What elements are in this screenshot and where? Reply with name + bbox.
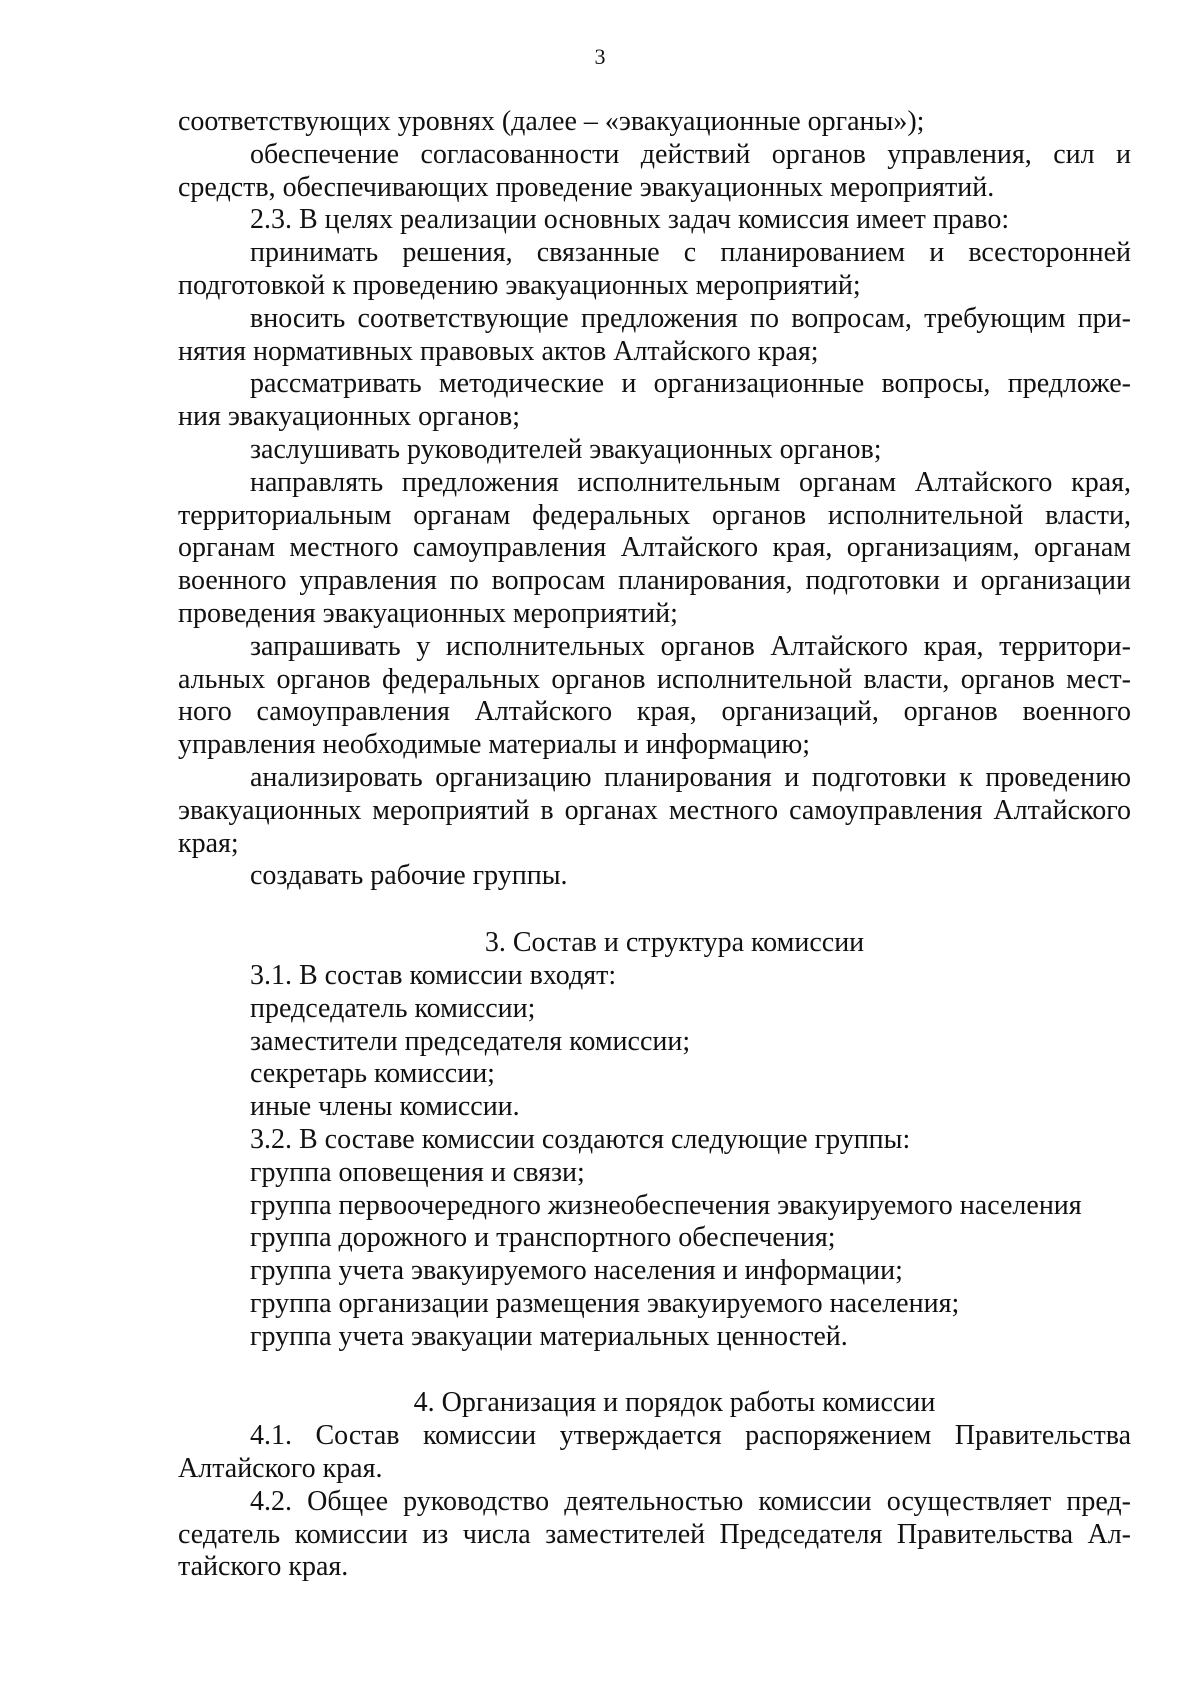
text-line: принимать решения, связанные с планированием и всесторонней — [250, 237, 1131, 269]
list-item: группа учета эвакуируемого населения и информации; — [250, 1255, 903, 1287]
text-line: заслушивать руководителей эвакуационных органов; — [250, 433, 882, 465]
text-line: вносить соответствующие предложения по вопросам, требующим при- — [250, 302, 1131, 334]
text-line: рассматривать методические и организационные вопросы, предложе- — [250, 368, 1131, 400]
page-number: 3 — [594, 44, 606, 69]
text-line: альных органов федеральных органов исполнительной власти, органов мест- — [178, 663, 1131, 695]
list-item: группа учета эвакуации материальных ценностей. — [250, 1320, 848, 1352]
text-line: анализировать организацию планирования и подготовки к проведению — [250, 761, 1131, 793]
text-line: 4.2. Общее руководство деятельностью комиссии осуществляет пред- — [250, 1485, 1131, 1517]
text-line: края; — [178, 827, 239, 859]
list-item: заместители председателя комиссии; — [250, 1025, 691, 1057]
text-line: военного управления по вопросам планирования, подготовки и организации — [178, 565, 1131, 597]
text-line: запрашивать у исполнительных органов Алтайского края, территори- — [250, 630, 1131, 662]
list-item: иные члены комиссии. — [250, 1091, 520, 1123]
text-line: ного самоуправления Алтайского края, организаций, органов военного — [178, 696, 1131, 728]
text-line: ния эвакуационных органов; — [178, 401, 521, 433]
text-line: органам местного самоуправления Алтайского края, организациям, органам — [178, 532, 1131, 564]
text-line: проведения эвакуационных мероприятий; — [178, 597, 678, 629]
text-line: направлять предложения исполнительным органам Алтайского края, — [250, 466, 1131, 498]
document-body — [178, 106, 1131, 1584]
text-line: Алтайского края. — [178, 1453, 383, 1485]
text-line: 3.1. В состав комиссии входят: — [250, 959, 617, 991]
list-item: секретарь комиссии; — [250, 1058, 495, 1090]
text-line: тайского края. — [178, 1551, 349, 1583]
text-line: создавать рабочие группы. — [250, 860, 568, 892]
text-line: седатель комиссии из числа заместителей Председателя Правительства Ал- — [178, 1518, 1131, 1550]
text-line: 4.1. Состав комиссии утверждается распоряжением Правительства — [250, 1420, 1131, 1452]
text-line: подготовкой к проведению эвакуационных мероприятий; — [178, 269, 861, 301]
text-line: 3.2. В составе комиссии создаются следующие группы: — [250, 1123, 911, 1155]
text-line: соответствующих уровнях (далее – «эвакуационные органы»); — [178, 106, 925, 137]
text-line: территориальным органам федеральных органов исполнительной власти, — [178, 499, 1131, 531]
text-line: средств, обеспечивающих проведение эвакуационных мероприятий. — [178, 171, 995, 203]
list-item: группа организации размещения эвакуируемого населения; — [250, 1287, 960, 1319]
section-heading: 3. Состав и структура комиссии — [484, 927, 865, 959]
list-item: группа дорожного и транспортного обеспечения; — [250, 1222, 836, 1254]
text-line: 2.3. В целях реализации основных задач комиссия имеет право: — [250, 204, 1010, 236]
section-heading: 4. Организация и порядок работы комиссии — [413, 1387, 936, 1419]
list-item: председатель комиссии; — [250, 992, 536, 1024]
text-line: обеспечение согласованности действий органов управления, сил и — [250, 138, 1131, 170]
list-item: группа первоочередного жизнеобеспечения эвакуируемого населения — [250, 1189, 1082, 1221]
text-line: управления необходимые материалы и информацию; — [178, 729, 811, 761]
text-line: эвакуационных мероприятий в органах местного самоуправления Алтайского — [178, 794, 1131, 826]
list-item: группа оповещения и связи; — [250, 1156, 585, 1188]
text-line: нятия нормативных правовых актов Алтайского края; — [178, 335, 819, 367]
